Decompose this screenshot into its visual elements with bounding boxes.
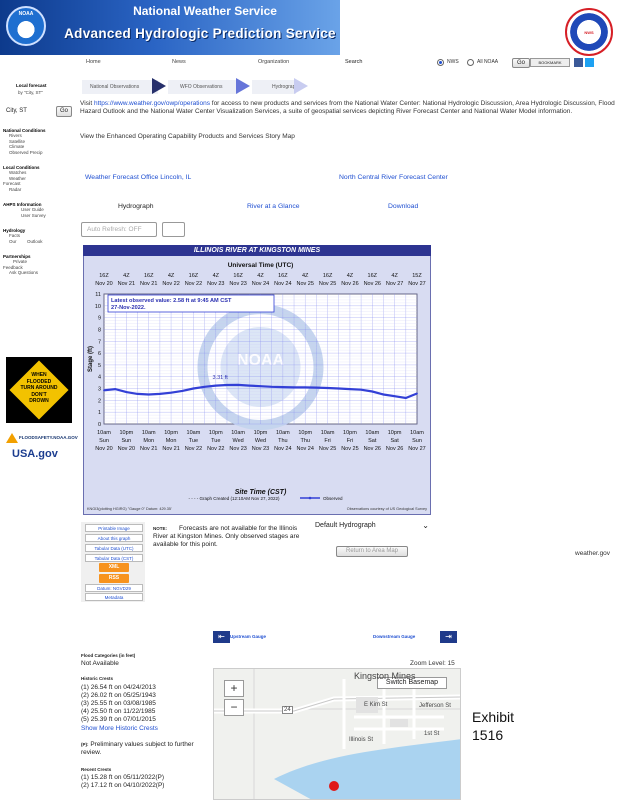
show-more-crests-link[interactable]: Show More Historic Crests <box>81 725 158 732</box>
sidebar-item-private[interactable]: Private <box>13 259 28 264</box>
search-go-button[interactable]: Go <box>512 58 530 68</box>
y-tick-label: 5 <box>97 362 101 369</box>
observed-point <box>371 391 373 393</box>
sidebar-group-head: National Conditions <box>3 128 46 133</box>
nws-logo-icon[interactable]: NWS <box>565 8 613 56</box>
upstream-arrow-icon[interactable]: ⇤ <box>213 631 230 643</box>
top-tick-label: 16Z <box>278 273 288 279</box>
top-tick-label: 4Z <box>123 273 130 279</box>
bottom-tick-label: Tue <box>211 438 221 444</box>
top-tick-label: 4Z <box>391 273 398 279</box>
bottom-tick-label: Sun <box>121 438 132 444</box>
bottom-tick-label: Fri <box>346 438 354 444</box>
warning-sign-text: WHEN FLOODED TURN AROUND DON'T DROWN <box>20 372 58 404</box>
header-title-ahps: Advanced Hydrologic Prediction Service <box>64 26 336 41</box>
legend-observed-marker <box>309 497 312 500</box>
recent-crest: (2) 17.12 ft on 04/10/2022(P) <box>81 782 165 789</box>
observed-point <box>248 385 250 387</box>
observed-point <box>394 395 396 397</box>
return-to-area-map-button[interactable]: Return to Area Map <box>336 546 408 557</box>
site-header <box>0 0 340 55</box>
top-tick-label: Nov 23 <box>229 281 247 287</box>
rfc-link[interactable]: North Central River Forecast Center <box>339 174 448 181</box>
top-tick-label: Nov 26 <box>363 281 382 287</box>
bottom-tick-label: Tue <box>188 438 199 444</box>
about-graph-link[interactable]: About this graph <box>85 534 143 542</box>
gauge-location-map[interactable] <box>213 668 461 800</box>
top-tick-label: Nov 23 <box>207 281 225 287</box>
bottom-tick-label: Thu <box>300 438 310 444</box>
map-street-label: E Kim St <box>364 702 388 708</box>
map-zoom-out-button[interactable]: − <box>224 699 244 716</box>
header-title-nws: National Weather Service <box>133 4 277 18</box>
top-tick-label: 16Z <box>143 273 154 279</box>
auto-refresh-interval-input[interactable] <box>162 222 185 237</box>
bottom-tick-label: Nov 27 <box>408 446 426 452</box>
y-tick-label: 4 <box>97 374 101 381</box>
observed-point <box>159 393 161 395</box>
social-bar <box>530 58 600 67</box>
y-tick-label: 0 <box>97 422 101 428</box>
bottom-tick-label: Sun <box>412 438 422 444</box>
sidebar-group-head: Hydrology <box>3 228 26 233</box>
bottom-tick-label: Nov 22 <box>184 446 203 452</box>
observed-point <box>137 393 139 395</box>
top-tick-label: 16Z <box>233 273 243 279</box>
gauge-marker-icon <box>329 781 339 791</box>
historic-crest: (4) 25.50 ft on 11/22/1985 <box>81 708 156 715</box>
observed-point <box>304 386 306 388</box>
hydrograph-chart <box>83 245 431 515</box>
noaa-logo-text: NOAA <box>18 11 34 17</box>
flood-warning-sign[interactable] <box>6 357 72 423</box>
observed-point <box>181 390 183 392</box>
y-tick-label: 9 <box>97 315 101 322</box>
sidebar-item-user-guide[interactable]: User Guide <box>21 207 44 212</box>
sidebar-item-ask-questions[interactable]: Ask Questions <box>9 270 39 275</box>
tab-download[interactable]: Download <box>388 203 419 210</box>
bottom-tick-label: Nov 21 <box>162 446 180 452</box>
map-town-label: Kingston Mines <box>354 671 416 681</box>
breadcrumb-arrow-icon <box>152 78 166 94</box>
bottom-tick-label: 10pm <box>119 430 134 436</box>
rss-button[interactable]: RSS <box>99 574 129 583</box>
hydrograph-type-select[interactable] <box>315 522 433 534</box>
observed-point <box>271 386 273 388</box>
top-tick-label: Nov 24 <box>274 281 292 287</box>
bottom-tick-label: Nov 21 <box>139 446 158 452</box>
map-street-label: 1st St <box>424 731 440 737</box>
floodsafety-logo-icon[interactable] <box>6 433 18 443</box>
radio-nws[interactable] <box>437 59 444 66</box>
top-tick-label: Nov 21 <box>117 281 136 287</box>
observed-point <box>405 397 407 399</box>
sidebar-item-radar[interactable]: Radar <box>9 186 22 192</box>
bottom-tick-label: 10pm <box>208 430 223 436</box>
top-tick-label: Nov 25 <box>296 281 314 287</box>
top-tick-label: 4Z <box>302 273 309 279</box>
latest-observed-date: 27-Nov-2022. <box>111 305 146 311</box>
map-zoom-level: Zoom Level: 15 <box>410 660 455 667</box>
breadcrumb-hydrograph: Hydrograph <box>252 80 296 94</box>
map-route-shield: 24 <box>284 707 291 713</box>
hydrograph-type-value: Default Hydrograph <box>315 522 376 529</box>
chart-title: ILLINOIS RIVER AT KINGSTON MINES <box>83 245 431 256</box>
observed-point <box>193 388 195 390</box>
preliminary-label: (P): <box>81 742 89 747</box>
bottom-tick-label: Thu <box>278 438 288 444</box>
noaa-logo-icon[interactable] <box>6 6 46 46</box>
switch-basemap-button[interactable]: Switch Basemap <box>377 677 447 689</box>
bookmark-button[interactable]: BOOKMARK <box>530 58 570 67</box>
downstream-arrow-icon[interactable]: ⇥ <box>440 631 457 643</box>
nav-home[interactable]: Home <box>86 59 101 65</box>
bottom-tick-label: Wed <box>254 438 267 444</box>
x-axis-title: Site Time (CST) <box>234 489 287 496</box>
radio-all-noaa[interactable] <box>467 59 474 66</box>
bottom-tick-label: Nov 23 <box>229 446 247 452</box>
bottom-tick-label: 10pm <box>298 430 313 436</box>
enhanced-story-map-text[interactable]: View the Enhanced Operating Capability Products and Services Story Map <box>80 133 295 140</box>
map-street-label: Jefferson St <box>419 703 451 709</box>
preliminary-note <box>81 741 201 757</box>
xml-button[interactable]: XML <box>99 563 129 572</box>
watermark-text: NOAA <box>236 352 285 369</box>
top-tick-label: 4Z <box>257 273 264 279</box>
metadata-link[interactable]: Metadata <box>85 593 143 601</box>
top-tick-label: 16Z <box>322 273 333 279</box>
bottom-tick-label: 10pm <box>253 430 268 436</box>
sidebar-item-observed-precip[interactable]: Observed Precip <box>9 149 43 155</box>
chart-footer <box>83 505 431 515</box>
y-tick-label: 11 <box>95 292 101 298</box>
breadcrumb-arrow-icon <box>294 78 308 94</box>
observed-point <box>237 384 239 386</box>
observed-point <box>360 389 362 391</box>
auto-refresh-select[interactable]: Auto Refresh: OFF <box>81 222 157 237</box>
chart-footer-courtesy: Observations courtesy of US Geological Survey <box>346 507 427 511</box>
latest-observed-text: Latest observed value: 2.58 ft at 9:45 AM CST <box>111 298 232 304</box>
tab-river-at-a-glance[interactable]: River at a Glance <box>247 203 300 210</box>
hydrograph-svg <box>84 246 432 516</box>
bottom-tick-label: 10pm <box>387 430 402 436</box>
intro-text: Visit https://www.weather.gov/owp/operations for access to new products and services from the National Water Center: National Hydrologic Discussion, Area Hydrologic Discussion, Flood Hazard Outlook and the National Water Center Visualization Services, a suite of geospatial services depicting River Forecast Center and National Water Model information. <box>80 100 615 115</box>
observed-point <box>260 385 262 387</box>
top-tick-label: Nov 22 <box>184 281 203 287</box>
bottom-tick-label: Nov 25 <box>318 446 337 452</box>
bottom-tick-label: 10am <box>365 430 380 436</box>
radio-all-noaa-label: All NOAA <box>477 59 499 65</box>
top-tick-label: 4Z <box>212 273 219 279</box>
observed-point <box>338 388 340 390</box>
bottom-tick-label: Nov 20 <box>117 446 136 452</box>
bottom-tick-label: Fri <box>324 438 331 444</box>
bottom-tick-label: 10am <box>275 430 290 436</box>
sidebar-item-outlook[interactable]: Outlook <box>27 238 43 244</box>
bottom-tick-label: Sat <box>368 438 377 444</box>
breadcrumb-arrow-icon <box>236 78 250 94</box>
exhibit-label <box>472 708 514 744</box>
owp-operations-link[interactable]: https://www.weather.gov/owp/operations <box>93 100 210 107</box>
chart-footer-datum: KNGI3(plotting HGIRG) "Gauge 0" Datum: 429.35' <box>87 507 172 511</box>
bottom-tick-label: Sun <box>99 438 109 444</box>
observed-point <box>315 387 317 389</box>
radio-nws-label: NWS <box>447 59 459 65</box>
forecast-note-label: NOTE: <box>153 526 167 531</box>
floodsafety-link[interactable]: FLOODSAFETY.NOAA.GOV <box>19 435 78 440</box>
observed-point <box>170 392 172 394</box>
observed-point <box>215 385 217 387</box>
sidebar-item-weather[interactable]: Weather <box>9 175 26 181</box>
sidebar-local-forecast: Local forecast <box>16 83 47 88</box>
nav-organization[interactable]: Organization <box>258 59 290 65</box>
sidebar-item-rivers[interactable]: Rivers <box>9 133 22 138</box>
city-input[interactable]: City, ST <box>6 108 27 114</box>
flood-categories-label: Flood Categories (in feet) <box>81 653 136 658</box>
datum-link[interactable]: Datum: NGVD29 <box>85 584 143 592</box>
top-tick-label: 4Z <box>167 273 175 279</box>
top-tick-label: Nov 26 <box>341 281 359 287</box>
bottom-tick-label: Nov 26 <box>363 446 382 452</box>
sidebar-item-user-survey[interactable]: User Survey <box>21 212 46 218</box>
bottom-tick-label: Nov 24 <box>274 446 292 452</box>
top-tick-label: 16Z <box>99 273 109 279</box>
graph-created-label: - - - - Graph Created (12:10AM Nov 27, 2022) <box>188 496 280 501</box>
tabular-cst-link[interactable]: Tabular Data (CST) <box>85 554 143 562</box>
top-axis-title: Universal Time (UTC) <box>227 262 294 269</box>
y-tick-label: 10 <box>94 303 101 310</box>
flood-categories-value: Not Available <box>81 660 119 667</box>
bottom-tick-label: 10pm <box>164 430 178 436</box>
bottom-tick-label: 10am <box>141 430 156 436</box>
recent-crests-label: Recent Crests <box>81 767 112 772</box>
y-tick-label: 8 <box>97 327 101 334</box>
city-go-button[interactable]: Go <box>56 106 72 117</box>
map-street-label: Illinois St <box>349 737 374 743</box>
historic-crests-label: Historic Crests <box>81 676 114 681</box>
tab-hydrograph[interactable]: Hydrograph <box>118 203 154 210</box>
bottom-tick-label: Mon <box>143 438 155 444</box>
hydrograph-links <box>81 522 145 602</box>
bottom-tick-label: 10am <box>410 430 424 436</box>
breadcrumb-wfo[interactable]: WFO Observations <box>168 80 238 94</box>
top-tick-label: Nov 21 <box>139 281 158 287</box>
top-tick-label: 16Z <box>188 273 199 279</box>
bottom-tick-label: 10pm <box>343 430 357 436</box>
bottom-tick-label: 10am <box>186 430 201 436</box>
sidebar-item-our[interactable]: Our <box>9 238 17 244</box>
sidebar-item-feedback[interactable]: Feedback <box>3 264 23 270</box>
bottom-tick-label: 10am <box>231 430 246 436</box>
y-tick-label: 2 <box>97 398 101 405</box>
observed-point <box>349 388 351 390</box>
observed-point <box>293 386 295 388</box>
observed-point <box>103 389 105 391</box>
legend-observed-label: Observed <box>323 496 343 501</box>
downstream-gauge-link[interactable]: Downstream Gauge <box>373 634 416 639</box>
peak-value-label: 3.31 ft <box>212 374 228 381</box>
sidebar-group-head: AHPS Information <box>3 202 42 207</box>
printable-image-link[interactable]: Printable Image <box>85 524 143 532</box>
top-tick-label: Nov 20 <box>95 281 113 287</box>
chevron-down-icon: ⌄ <box>422 521 429 530</box>
forecast-note: Forecasts are not available for the Illinois River at Kingston Mines. Only observed stages are available for this point. <box>153 525 300 548</box>
observed-point <box>204 386 206 388</box>
sidebar-item-climate[interactable]: Climate <box>9 144 25 149</box>
sidebar-by-city: by "City, ST" <box>18 90 43 95</box>
y-axis-title: Stage (ft) <box>88 346 94 372</box>
exhibit-title: Exhibit <box>472 709 515 725</box>
bottom-tick-label: Mon <box>165 438 177 444</box>
observed-point <box>282 386 284 388</box>
historic-crest: (2) 26.02 ft on 05/25/1943 <box>81 692 156 699</box>
top-tick-label: 16Z <box>367 273 378 279</box>
top-tick-label: Nov 25 <box>318 281 337 287</box>
sidebar-item-forecast[interactable]: Forecast <box>3 181 21 186</box>
y-tick-label: 3 <box>97 386 101 393</box>
sidebar-item-facts[interactable]: Facts <box>9 233 21 238</box>
observed-point <box>416 393 418 395</box>
bottom-tick-label: Wed <box>232 438 244 444</box>
tabular-utc-link[interactable]: Tabular Data (UTC) <box>85 544 143 552</box>
map-zoom-in-button[interactable]: + <box>224 680 244 697</box>
top-tick-label: 15Z <box>412 273 422 279</box>
bottom-tick-label: Nov 22 <box>207 446 225 452</box>
historic-crest: (1) 26.54 ft on 04/24/2013 <box>81 684 156 691</box>
observed-point <box>327 387 329 389</box>
facebook-icon[interactable] <box>574 58 583 67</box>
top-tick-label: 4Z <box>346 273 354 279</box>
top-tick-label: Nov 27 <box>385 281 404 287</box>
bottom-tick-label: Nov 24 <box>296 446 314 452</box>
twitter-icon[interactable] <box>585 58 594 67</box>
y-tick-label: 7 <box>97 339 101 346</box>
sidebar-nav <box>3 128 73 276</box>
observed-point <box>383 394 385 396</box>
sidebar-group-head: Local Conditions <box>3 165 40 170</box>
breadcrumb-national[interactable]: National Observations <box>82 80 158 94</box>
historic-crest: (3) 25.55 ft on 03/08/1985 <box>81 700 156 707</box>
exhibit-number: 1516 <box>472 727 504 743</box>
preliminary-text: Preliminary values subject to further review. <box>81 741 194 756</box>
y-tick-label: 6 <box>97 351 101 358</box>
sidebar-group-head: Partnerships <box>3 254 31 259</box>
weathergov-link[interactable]: weather.gov <box>575 550 611 557</box>
top-tick-label: Nov 24 <box>251 281 270 287</box>
bottom-tick-label: Nov 25 <box>341 446 359 452</box>
upstream-gauge-link[interactable]: Upstream Gauge <box>230 634 267 639</box>
top-tick-label: Nov 22 <box>162 281 180 287</box>
top-tick-label: Nov 27 <box>408 281 426 287</box>
usagov-logo[interactable]: USA.gov <box>12 448 58 460</box>
nav-news[interactable]: News <box>172 59 186 65</box>
recent-crest: (1) 15.28 ft on 05/11/2022(P) <box>81 774 164 781</box>
bottom-tick-label: Nov 20 <box>95 446 113 452</box>
bottom-tick-label: 10am <box>320 430 335 436</box>
observed-point <box>114 388 116 390</box>
historic-crest: (5) 25.39 ft on 07/01/2015 <box>81 716 156 723</box>
observed-point <box>148 394 150 396</box>
y-tick-label: 1 <box>97 410 101 417</box>
search-label: Search <box>345 59 363 65</box>
bottom-tick-label: Nov 26 <box>385 446 404 452</box>
wfo-link[interactable]: Weather Forecast Office Lincoln, IL <box>85 174 192 181</box>
bottom-tick-label: 10am <box>97 430 111 436</box>
sidebar-item-satellite[interactable]: Satellite <box>9 138 26 144</box>
sidebar-item-watches[interactable]: Watches <box>9 170 27 175</box>
bottom-tick-label: Sat <box>390 438 399 444</box>
observed-point <box>125 391 127 393</box>
observed-point <box>226 384 228 386</box>
bottom-tick-label: Nov 23 <box>251 446 270 452</box>
